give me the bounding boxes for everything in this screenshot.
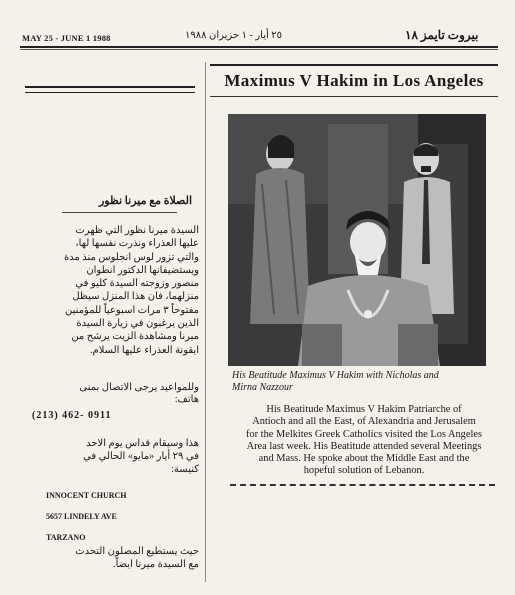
arabic-body-line: ايقونة العذراء عليها السلام. [90,344,199,356]
headline-bottom-rule [210,96,498,97]
article-line: His Beatitude Maximus V Hakim Patriarche of [266,404,462,415]
arabic-body-line: ميرنا ومشاهدة الزيت يرشح من [71,331,199,343]
headline-top-rule [210,64,498,66]
arabic-body-line: منصور وزوجته السيدة كليو في [75,278,199,290]
mass-line: هذا وسيقام قداس يوم الاحد [86,438,199,449]
arabic-body-line: عليها العذراء ونذرت نفسها لها، [75,238,199,250]
article-headline: Maximus V Hakim in Los Angeles [224,71,484,90]
arabic-body-line: الذين يرغبون في زيارة السيدة [76,318,199,330]
caption-line: Mirna Nazzour [232,382,293,393]
article-line: for the Melkites Greek Catholics visited the Los Angeles [245,428,483,440]
arabic-closing [24,545,199,571]
mass-line: كنيسة: [171,464,199,475]
arabic-article-body [24,224,199,357]
header-rule [20,46,498,48]
mass-line: في ٢٩ أيار «مايو» الحالي في [83,451,199,462]
caption-line: His Beatitude Maximus V Hakim with Nicholas and [232,370,439,381]
arabic-mass-notice [24,437,199,476]
arabic-article-title: الصلاة مع ميرنا نظور [98,195,192,207]
article-line: Area last week. His Beatitude attended several Meetings [246,440,482,452]
arabic-body-line: مفتوحاً ٣ مرات اسبوعياً للمؤمنين [65,304,199,316]
appointments-line: وللمواعيد يرجى الاتصال بمنى [79,382,199,393]
closing-line: حيث يستطيع المصلون التحدث [75,546,199,557]
article-line: Antioch and all the East, of Alexandria and Jerusalem [252,416,476,428]
article-end-rule [230,484,495,486]
article-body [228,404,500,478]
article-line: hopeful solution of Lebanon. [303,465,425,477]
arabic-body-line: منزلهما، فان هذا المنزل سيظل [72,291,199,303]
header-date-english: MAY 25 - JUNE 1 1988 [22,33,111,43]
phone-number: (213) 462- 0911 [32,410,112,421]
appointments-line: هاتف: [174,394,199,405]
closing-line: مع السيدة ميرنا ايضاً. [113,559,199,570]
church-name: INNOCENT CHURCH [46,491,127,500]
arabic-body-line: السيدة ميرنا نظور التي ظهرت [75,225,199,236]
column-separator [205,62,206,582]
article-line: and Mass. He spoke about the Middle East and the [258,453,470,465]
church-address [46,485,127,548]
header-paper-name: بيروت تايمز ١٨ [405,28,479,42]
arabic-title-underline [62,212,177,213]
left-column-rule [25,86,195,93]
church-street: 5657 LINDELY AVE [46,512,117,521]
news-photo [228,114,486,366]
header-date-arabic: ٢٥ أيار - ١ حزيران ١٩٨٨ [185,30,283,41]
arabic-body-line: ويستضيفانها الدكتور انطوان [86,264,199,276]
header-rule-thin [20,49,498,50]
arabic-body-line: والتي تزور لوس انجلوس منذ مدة [63,251,199,263]
photo-illustration [228,114,486,366]
photo-caption [232,370,497,394]
church-city: TARZANO [46,533,86,542]
arabic-appointments [24,382,199,406]
